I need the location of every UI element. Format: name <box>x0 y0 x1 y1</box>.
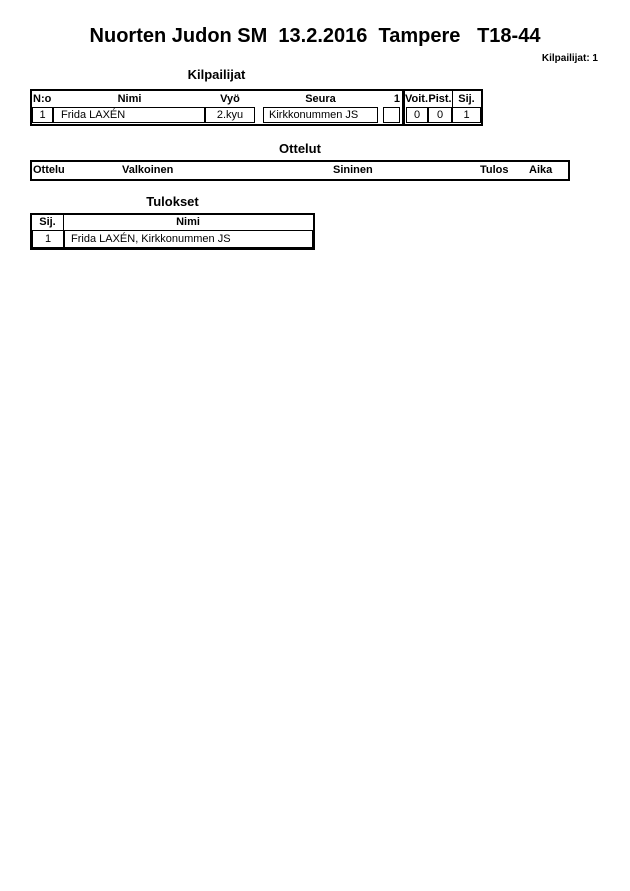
col-header-round: 1 <box>393 93 400 105</box>
competitor-points-cell: 0 <box>428 107 452 123</box>
col-header-belt: Vyö <box>220 93 240 105</box>
score-section-divider <box>402 91 405 124</box>
competitor-place-cell: 1 <box>452 107 481 123</box>
matches-table <box>30 160 570 181</box>
section-heading-competitors: Kilpailijat <box>187 67 246 82</box>
col-header-result-name: Nimi <box>176 216 200 228</box>
header-column-divider <box>63 215 64 230</box>
competitor-number-cell: 1 <box>32 107 53 123</box>
col-header-name: Nimi <box>117 93 142 105</box>
competitors-count-label: Kilpailijat: 1 <box>541 53 598 64</box>
col-header-number: N:o <box>33 93 52 105</box>
competitor-name-cell: Frida LAXÉN <box>53 107 205 123</box>
result-place-cell: 1 <box>32 230 64 248</box>
section-heading-matches: Ottelut <box>279 141 321 156</box>
col-header-wins: Voit. <box>405 93 429 105</box>
col-header-match: Ottelu <box>33 164 65 176</box>
competitors-table <box>30 89 483 126</box>
col-header-blue: Sininen <box>333 164 373 176</box>
col-header-club: Seura <box>305 93 336 105</box>
competitor-club-cell: Kirkkonummen JS <box>263 107 378 123</box>
col-header-place: Sij. <box>458 93 475 105</box>
col-header-result: Tulos <box>480 164 509 176</box>
col-header-points: Pist. <box>428 93 452 105</box>
section-heading-results: Tulokset <box>146 194 199 209</box>
col-header-result-place: Sij. <box>39 216 56 228</box>
results-table <box>30 213 315 250</box>
col-header-white: Valkoinen <box>122 164 174 176</box>
col-header-time: Aika <box>529 164 553 176</box>
competitor-round-cell <box>383 107 400 123</box>
competitor-wins-cell: 0 <box>406 107 428 123</box>
competitor-belt-cell: 2.kyu <box>205 107 255 123</box>
result-name-cell: Frida LAXÉN, Kirkkonummen JS <box>64 230 313 248</box>
page-title: Nuorten Judon SM 13.2.2016 Tampere T18-44 <box>89 25 541 47</box>
header-column-divider <box>452 91 453 107</box>
